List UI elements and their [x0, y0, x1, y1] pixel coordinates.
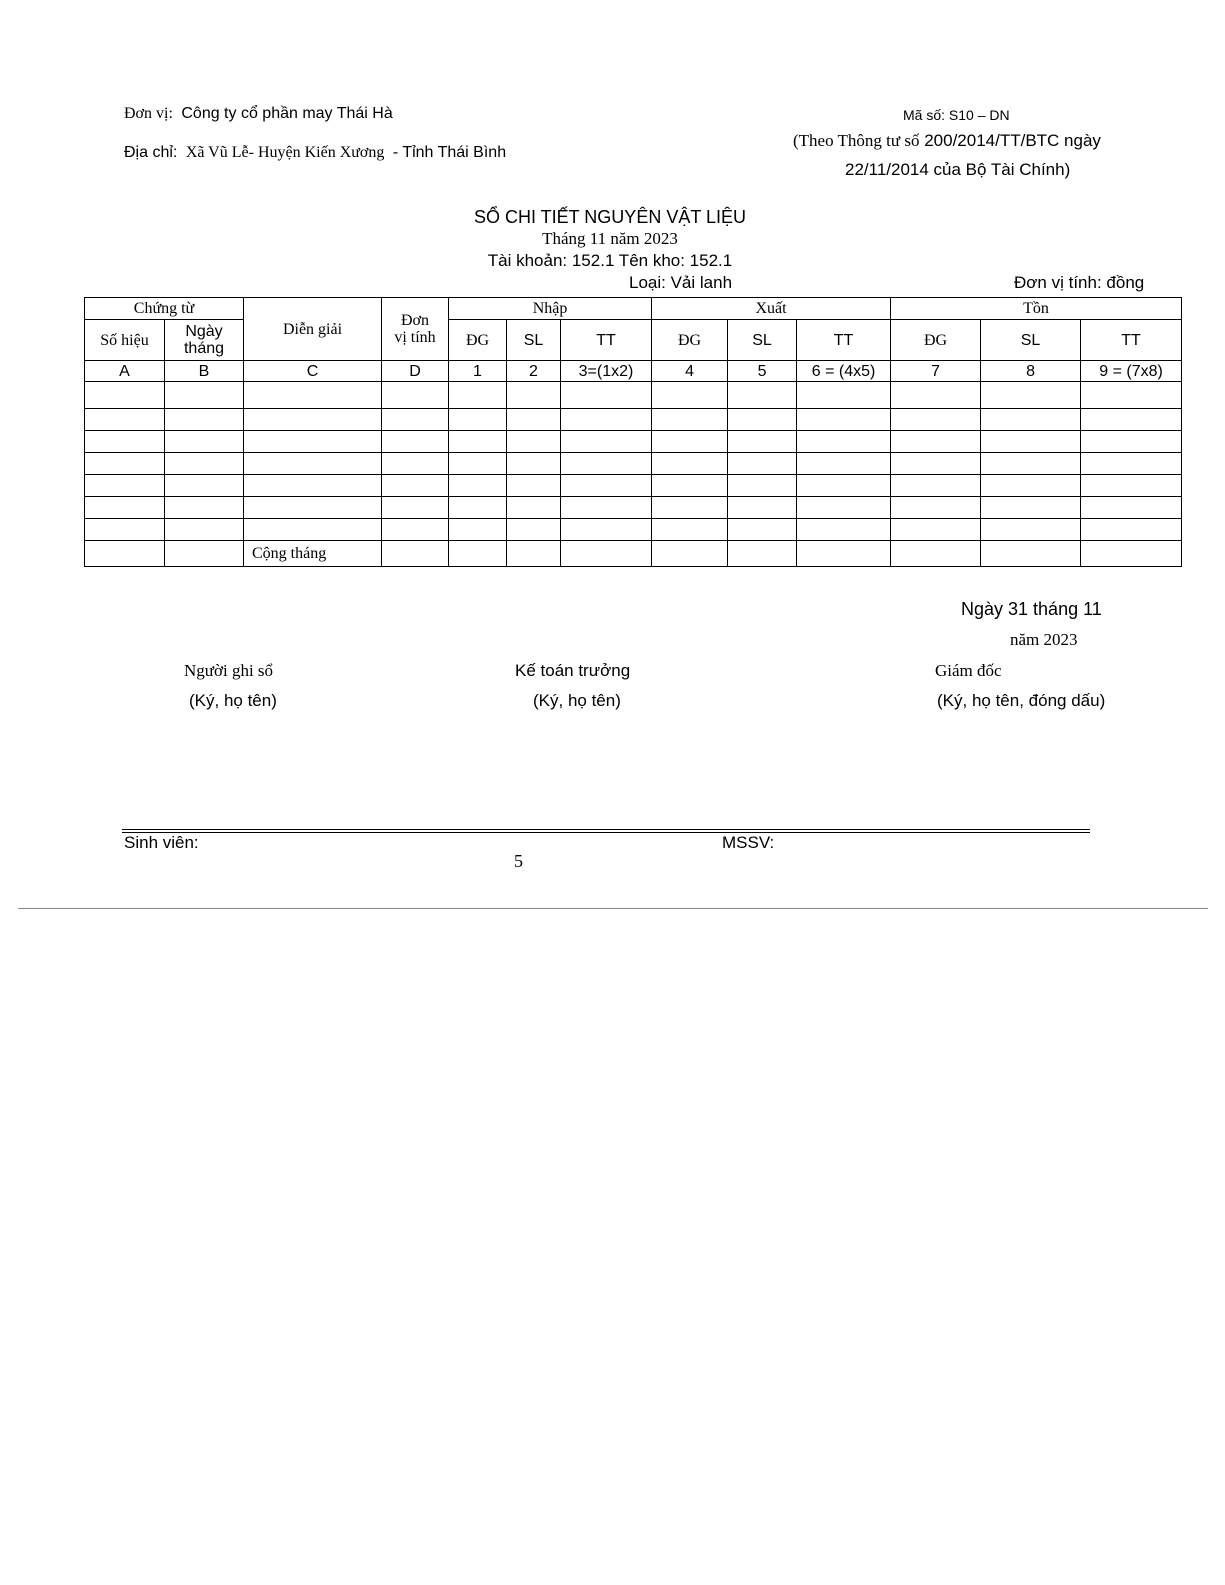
table-cell [981, 519, 1081, 541]
date-header-line1: Ngày [185, 323, 223, 340]
address-value-2: - Tỉnh Thái Bình [392, 144, 507, 161]
column-code: D [382, 361, 449, 382]
signer-director-title: Giám đốc [935, 661, 1002, 680]
table-cell [561, 475, 652, 497]
form-code: Mã số: S10 – DN [903, 107, 1010, 123]
table-cell [728, 409, 797, 431]
table-cell [507, 382, 561, 409]
circular-line1-b: 200/2014/TT/BTC ngày [924, 131, 1101, 150]
table-row [85, 409, 1182, 431]
ledger-period: Tháng 11 năm 2023 [542, 229, 678, 248]
column-code: 7 [891, 361, 981, 382]
table-cell [652, 475, 728, 497]
table-cell [561, 382, 652, 409]
import-amount-header: TT [561, 320, 652, 361]
table-cell [382, 497, 449, 519]
ledger-title: SỔ CHI TIẾT NGUYÊN VẬT LIỆU [473, 207, 747, 227]
table-cell [1081, 497, 1182, 519]
table-cell [382, 409, 449, 431]
column-code: 6 = (4x5) [797, 361, 891, 382]
table-cell [797, 431, 891, 453]
circular-line-1 [793, 131, 1101, 151]
unit-header-line1: Đơn [400, 312, 429, 329]
table-cell [165, 497, 244, 519]
date-header [165, 320, 244, 361]
table-cell [981, 409, 1081, 431]
signer-recorder-note: (Ký, họ tên) [189, 691, 277, 710]
table-cell [85, 519, 165, 541]
table-cell [165, 475, 244, 497]
table-cell [449, 382, 507, 409]
table-cell [652, 409, 728, 431]
footer-date-line2: năm 2023 [1010, 630, 1078, 649]
table-cell [1081, 519, 1182, 541]
table-cell [797, 519, 891, 541]
total-row [85, 541, 1182, 567]
table-cell [449, 431, 507, 453]
table-cell [652, 431, 728, 453]
table-cell [652, 497, 728, 519]
column-code: 9 = (7x8) [1081, 361, 1182, 382]
table-cell [561, 519, 652, 541]
table-cell [244, 382, 382, 409]
table-cell [507, 519, 561, 541]
export-header: Xuất [652, 298, 891, 320]
footer-rule-bottom [122, 832, 1090, 833]
table-cell [165, 409, 244, 431]
signer-accountant-note: (Ký, họ tên) [533, 691, 621, 710]
column-code: 1 [449, 361, 507, 382]
ledger-table [84, 297, 1182, 567]
table-cell [165, 431, 244, 453]
table-cell [981, 475, 1081, 497]
table-cell [561, 431, 652, 453]
page-separator [18, 908, 1208, 909]
table-cell [382, 475, 449, 497]
table-cell [449, 475, 507, 497]
footer-rule-top [122, 829, 1090, 830]
currency-unit [1014, 273, 1144, 293]
signer-director-note: (Ký, họ tên, đóng dấu) [937, 691, 1106, 710]
table-row [85, 453, 1182, 475]
column-code: B [165, 361, 244, 382]
circular-line-2: 22/11/2014 của Bộ Tài Chính) [845, 160, 1071, 179]
table-cell [652, 519, 728, 541]
column-code: 2 [507, 361, 561, 382]
table-cell [449, 497, 507, 519]
column-code: A [85, 361, 165, 382]
table-cell [728, 431, 797, 453]
table-row [85, 382, 1182, 409]
column-code: 5 [728, 361, 797, 382]
header-row-1 [85, 298, 1182, 320]
column-code: C [244, 361, 382, 382]
table-row [85, 475, 1182, 497]
column-code: 4 [652, 361, 728, 382]
table-cell [891, 382, 981, 409]
column-code: 3=(1x2) [561, 361, 652, 382]
import-qty-header: SL [507, 320, 561, 361]
column-code: 8 [981, 361, 1081, 382]
unit-value: Công ty cổ phần may Thái Hà [181, 105, 393, 122]
table-row [85, 431, 1182, 453]
table-cell [797, 409, 891, 431]
currency-unit-text: Đơn vị tính: đồng [1014, 273, 1145, 292]
table-cell [891, 431, 981, 453]
page-number: 5 [514, 851, 523, 871]
table-cell [1081, 409, 1182, 431]
table-cell [728, 382, 797, 409]
table-cell [507, 475, 561, 497]
address-line [124, 144, 506, 162]
voucher-header: Chứng từ [85, 298, 244, 320]
student-label: Sinh viên: [124, 833, 199, 852]
table-cell [244, 519, 382, 541]
table-cell [981, 497, 1081, 519]
table-cell [561, 497, 652, 519]
table-cell [382, 382, 449, 409]
table-cell [1081, 475, 1182, 497]
address-label: Địa chỉ: [124, 144, 178, 161]
unit-header [382, 298, 449, 361]
table-cell [981, 431, 1081, 453]
table-cell [728, 453, 797, 475]
table-cell [382, 453, 449, 475]
ledger-account: Tài khoản: 152.1 Tên kho: 152.1 [487, 251, 733, 270]
unit-line [124, 105, 393, 123]
signer-accountant-title: Kế toán trưởng [515, 661, 631, 680]
table-cell [382, 519, 449, 541]
table-cell [891, 519, 981, 541]
table-cell [891, 409, 981, 431]
table-cell [449, 519, 507, 541]
table-row [85, 497, 1182, 519]
table-cell [561, 409, 652, 431]
table-cell [1081, 431, 1182, 453]
table-cell [85, 497, 165, 519]
table-cell [382, 431, 449, 453]
unit-label: Đơn vị: [124, 105, 173, 122]
table-cell [507, 409, 561, 431]
total-label: Cộng tháng [244, 541, 382, 567]
table-cell [891, 497, 981, 519]
table-cell [728, 497, 797, 519]
table-cell [165, 453, 244, 475]
table-cell [797, 382, 891, 409]
table-cell [85, 475, 165, 497]
table-cell [652, 453, 728, 475]
table-cell [981, 453, 1081, 475]
address-value-1: Xã Vũ Lễ- Huyện Kiến Xương [185, 144, 385, 161]
table-cell [85, 431, 165, 453]
table-cell [797, 475, 891, 497]
table-cell [244, 431, 382, 453]
table-cell [85, 382, 165, 409]
table-cell [165, 382, 244, 409]
table-cell [1081, 382, 1182, 409]
table-cell [244, 497, 382, 519]
table-cell [85, 453, 165, 475]
table-cell [507, 431, 561, 453]
export-qty-header: SL [728, 320, 797, 361]
table-cell [981, 382, 1081, 409]
material-type: Loại: Vải lanh [629, 273, 733, 292]
table-cell [561, 453, 652, 475]
footer-date-line1: Ngày 31 tháng 11 [961, 599, 1102, 619]
student-id-label: MSSV: [722, 833, 775, 852]
table-cell [728, 519, 797, 541]
table-cell [797, 453, 891, 475]
table-cell [652, 382, 728, 409]
table-cell [507, 497, 561, 519]
balance-amount-header: TT [1081, 320, 1182, 361]
unit-header-line2: vị tính [394, 329, 436, 346]
table-cell [891, 475, 981, 497]
export-price-header: ĐG [652, 320, 728, 361]
table-cell [449, 453, 507, 475]
balance-price-header: ĐG [891, 320, 981, 361]
empty-rows [85, 382, 1182, 541]
table-cell [244, 409, 382, 431]
table-cell [507, 453, 561, 475]
number-header: Số hiệu [85, 320, 165, 361]
table-cell [797, 497, 891, 519]
table-cell [244, 475, 382, 497]
balance-qty-header: SL [981, 320, 1081, 361]
table-cell [244, 453, 382, 475]
table-cell [728, 475, 797, 497]
table-cell [891, 453, 981, 475]
table-cell [165, 519, 244, 541]
signer-recorder-title: Người ghi sổ [184, 661, 274, 680]
balance-header: Tồn [891, 298, 1182, 320]
table-cell [1081, 453, 1182, 475]
date-header-line2: tháng [183, 340, 225, 357]
export-amount-header: TT [797, 320, 891, 361]
circular-line1-a: (Theo Thông tư số [793, 131, 920, 150]
description-header: Diễn giải [244, 298, 382, 361]
import-price-header: ĐG [449, 320, 507, 361]
import-header: Nhập [449, 298, 652, 320]
table-cell [449, 409, 507, 431]
column-code-row [85, 361, 1182, 382]
table-cell [85, 409, 165, 431]
table-row [85, 519, 1182, 541]
